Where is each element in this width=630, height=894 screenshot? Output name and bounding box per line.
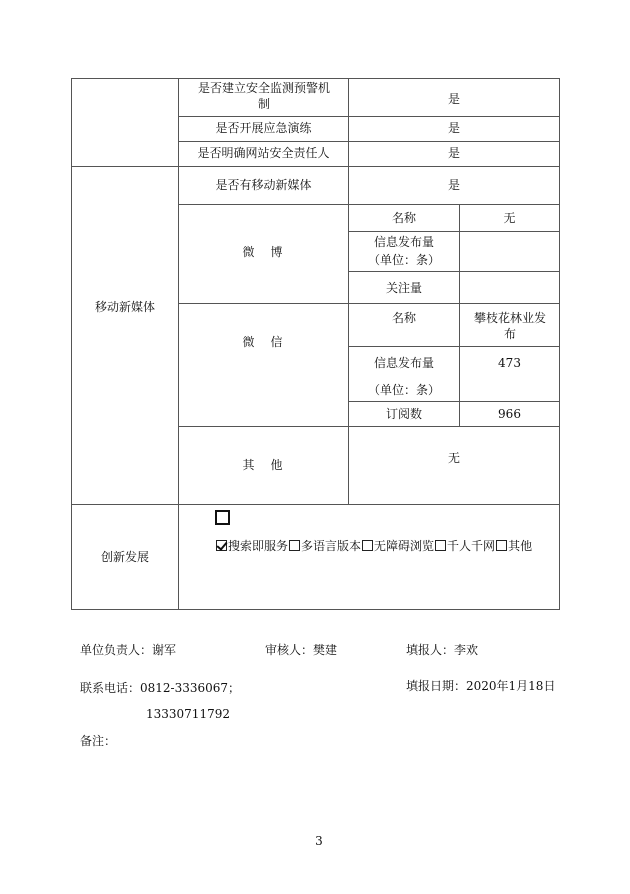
table-border-left xyxy=(71,78,72,610)
reviewer: 审核人：樊建 xyxy=(265,643,338,657)
drill-answer: 是 xyxy=(447,121,460,135)
wechat-posts-label: 信息发布量 xyxy=(373,356,434,370)
weibo-name-label: 名称 xyxy=(391,211,416,225)
option-multilingual: 多语言版本 xyxy=(301,539,362,553)
option-search-as-service: 搜索即服务 xyxy=(228,539,289,553)
wechat-name-label: 名称 xyxy=(391,311,416,325)
innovation-label: 创新发展 xyxy=(100,550,149,564)
has-mobile-question: 是否有移动新媒体 xyxy=(215,178,312,192)
innovation-options xyxy=(216,538,532,554)
wechat-line-2 xyxy=(348,401,560,402)
wechat-label: 微 信 xyxy=(242,335,285,349)
row-line-2 xyxy=(178,141,560,142)
weibo-line-2 xyxy=(348,271,560,272)
table-border-bottom xyxy=(71,609,560,610)
option-accessibility: 无障碍浏览 xyxy=(374,539,435,553)
has-mobile-answer: 是 xyxy=(447,178,460,192)
mobile-media-group-label: 移动新媒体 xyxy=(94,300,155,314)
row-line-4 xyxy=(178,204,560,205)
monitoring-question: 是否建立安全监测预警机制 xyxy=(197,81,330,111)
wechat-posts-unit: （单位：条） xyxy=(367,383,440,397)
filler: 填报人：李欢 xyxy=(406,643,479,657)
weibo-posts-label: 信息发布量 xyxy=(373,235,434,249)
option-other: 其他 xyxy=(508,539,533,553)
row-line-1 xyxy=(178,116,560,117)
innovation-header-checkbox[interactable] xyxy=(215,510,230,525)
table-border-top xyxy=(71,78,560,79)
checkbox-checked-icon[interactable] xyxy=(216,540,227,551)
contact-phone-2: 13330711792 xyxy=(146,707,230,721)
weibo-line-1 xyxy=(348,231,560,232)
other-innovation-line xyxy=(71,504,560,505)
weibo-name-value: 无 xyxy=(503,211,516,225)
checkbox-icon[interactable] xyxy=(289,540,300,551)
other-value: 无 xyxy=(447,451,460,465)
checkbox-icon[interactable] xyxy=(362,540,373,551)
page-number: 3 xyxy=(315,834,323,848)
fill-date: 填报日期：2020年1月18日 xyxy=(406,679,556,693)
responsible-question: 是否明确网站安全责任人 xyxy=(197,146,330,160)
responsible-answer: 是 xyxy=(447,146,460,160)
wechat-posts-value: 473 xyxy=(498,356,521,370)
checkbox-icon[interactable] xyxy=(435,540,446,551)
other-label: 其 他 xyxy=(242,458,285,472)
wechat-line-1 xyxy=(348,346,560,347)
contact-phone: 联系电话：0812-3336067； xyxy=(80,681,241,695)
weibo-posts-unit: （单位：条） xyxy=(367,253,440,267)
weibo-label: 微 博 xyxy=(242,245,285,259)
table-border-right xyxy=(559,78,560,610)
wechat-subscribers-label: 订阅数 xyxy=(385,407,422,421)
row-line-3 xyxy=(71,166,560,167)
wechat-name-value: 攀枝花林业发布 xyxy=(474,311,547,341)
remark-label: 备注： xyxy=(80,734,117,748)
unit-head: 单位负责人：谢军 xyxy=(80,643,177,657)
drill-question: 是否开展应急演练 xyxy=(215,121,312,135)
weibo-followers-label: 关注量 xyxy=(385,281,422,295)
option-personalized: 千人千网 xyxy=(447,539,496,553)
wechat-subscribers-value: 966 xyxy=(498,407,521,421)
checkbox-icon[interactable] xyxy=(496,540,507,551)
monitoring-answer: 是 xyxy=(447,92,460,106)
col-divider-3 xyxy=(459,204,460,426)
wechat-other-line xyxy=(178,426,560,427)
weibo-wechat-line xyxy=(178,303,560,304)
